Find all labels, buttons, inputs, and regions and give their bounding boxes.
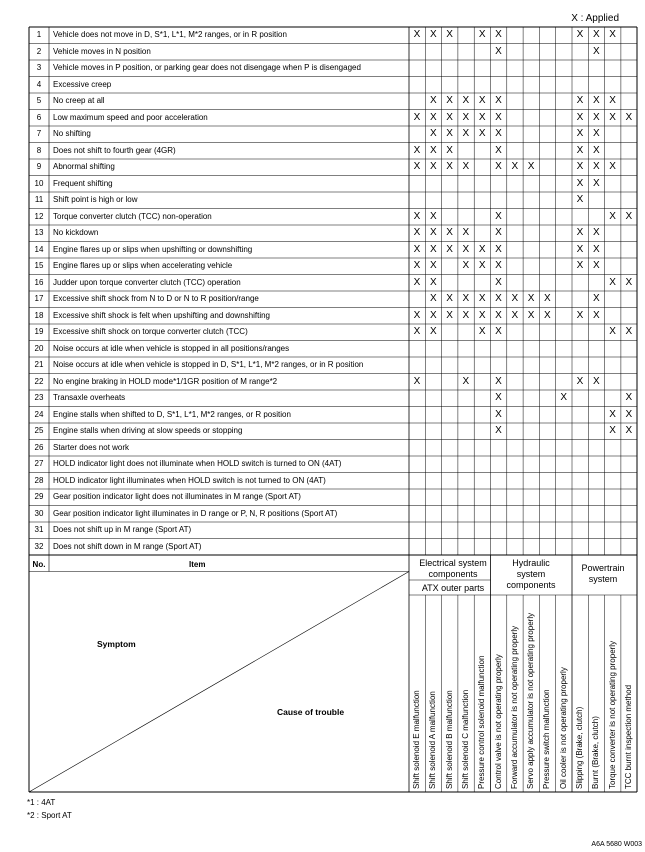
row-item-text: Engine stalls when driving at slow speeds or stopping xyxy=(53,426,243,435)
applied-mark: X xyxy=(576,194,584,205)
applied-mark: X xyxy=(429,293,437,304)
applied-mark: X xyxy=(511,161,519,172)
row-number: 9 xyxy=(36,162,42,171)
row-item-text: Engine flares up or slips when accelerating vehicle xyxy=(53,261,233,270)
applied-mark: X xyxy=(625,111,633,123)
cause-column-label: Control valve is not operating properly xyxy=(493,654,503,789)
applied-mark: X xyxy=(462,161,470,172)
applied-mark: X xyxy=(576,260,584,271)
applied-mark: X xyxy=(592,375,600,387)
applied-mark: X xyxy=(576,227,584,238)
applied-mark: X xyxy=(429,243,437,255)
row-item-text: No engine braking in HOLD mode*1/1GR position of M range*2 xyxy=(53,376,278,386)
row-number: 6 xyxy=(36,112,42,122)
cause-column-label: Torque converter is not operating properly xyxy=(607,640,617,789)
row-number: 27 xyxy=(34,459,44,468)
applied-mark: X xyxy=(413,144,421,156)
cause-column-label: Pressure switch malfunction xyxy=(542,689,552,789)
applied-mark: X xyxy=(576,177,584,189)
applied-mark: X xyxy=(429,95,437,106)
cause-column-label: Shift solenoid B malfunction xyxy=(444,690,454,789)
applied-mark: X xyxy=(446,29,453,40)
applied-mark: X xyxy=(592,29,600,40)
row-number: 17 xyxy=(34,294,44,303)
row-item-text: Frequent shifting xyxy=(53,178,113,188)
applied-mark: X xyxy=(429,326,437,337)
applied-mark: X xyxy=(495,227,502,238)
applied-mark: X xyxy=(446,111,453,123)
applied-mark: X xyxy=(413,29,421,40)
legend: X : Applied xyxy=(571,13,619,24)
header-item-label: Item xyxy=(189,560,206,569)
applied-mark: X xyxy=(592,309,600,321)
applied-mark: X xyxy=(592,95,600,106)
row-number: 21 xyxy=(34,360,44,369)
row-number: 22 xyxy=(34,376,44,386)
row-number: 31 xyxy=(34,525,44,534)
row-number: 20 xyxy=(34,343,44,353)
applied-mark: X xyxy=(527,161,535,172)
applied-mark: X xyxy=(413,111,421,123)
row-number: 11 xyxy=(34,195,44,204)
applied-mark: X xyxy=(576,375,584,387)
group-electrical-system: Electrical system components xyxy=(419,558,487,579)
row-item-text: Starter does not work xyxy=(53,442,130,452)
row-item-text: Noise occurs at idle when vehicle is stopped in D, S*1, L*1, M*2 ranges, or in R position xyxy=(53,360,364,369)
applied-mark: X xyxy=(527,309,535,321)
row-number: 28 xyxy=(34,475,44,485)
row-number: 26 xyxy=(34,442,44,452)
group-hydraulic-system: Hydraulic system components xyxy=(506,558,556,590)
applied-mark: X xyxy=(576,95,584,106)
applied-mark: X xyxy=(609,111,616,123)
row-number: 12 xyxy=(34,211,44,221)
applied-mark: X xyxy=(576,128,584,139)
row-number: 5 xyxy=(36,96,42,105)
applied-mark: X xyxy=(413,375,421,387)
applied-mark: X xyxy=(462,95,470,106)
cause-column-label: Forward accumulator is not operating properly xyxy=(509,625,519,789)
applied-mark: X xyxy=(462,111,470,123)
cause-column-label: Slipping (Brake, clutch) xyxy=(575,706,584,789)
row-number: 13 xyxy=(34,228,44,237)
applied-mark: X xyxy=(429,128,437,139)
applied-mark: X xyxy=(446,161,453,172)
cause-column-label: Shift solenoid C malfunction xyxy=(460,689,470,789)
applied-mark: X xyxy=(576,29,584,40)
applied-mark: X xyxy=(511,293,519,304)
cause-column-label: Oil cooler is not operating properly xyxy=(558,667,568,789)
applied-mark: X xyxy=(592,293,600,304)
applied-mark: X xyxy=(446,293,453,304)
applied-mark: X xyxy=(413,309,421,321)
applied-mark: X xyxy=(609,425,616,436)
applied-mark: X xyxy=(495,144,502,156)
applied-mark: X xyxy=(609,408,616,420)
applied-mark: X xyxy=(429,29,437,40)
applied-mark: X xyxy=(413,161,421,172)
row-number: 10 xyxy=(34,178,44,188)
applied-mark: X xyxy=(609,29,616,40)
row-number: 25 xyxy=(34,426,44,435)
applied-mark: X xyxy=(495,309,502,321)
applied-mark: X xyxy=(495,128,502,139)
row-item-text: HOLD indicator light illuminates when HOLD switch is not turned to ON (4AT) xyxy=(53,475,326,485)
row-number: 4 xyxy=(36,79,42,89)
applied-mark: X xyxy=(462,128,470,139)
applied-mark: X xyxy=(495,293,502,304)
diagonal-line xyxy=(29,572,409,793)
applied-mark: X xyxy=(429,144,437,156)
row-number: 29 xyxy=(34,492,44,501)
cause-of-trouble-label: Cause of trouble xyxy=(277,707,345,717)
applied-mark: X xyxy=(576,111,584,123)
row-item-text: Judder upon torque converter clutch (TCC) operation xyxy=(53,277,241,287)
applied-mark: X xyxy=(625,425,633,436)
applied-mark: X xyxy=(625,392,633,403)
applied-mark: X xyxy=(495,276,502,288)
applied-mark: X xyxy=(478,243,486,255)
row-item-text: Excessive shift shock on torque converter clutch (TCC) xyxy=(53,327,248,336)
applied-mark: X xyxy=(592,128,600,139)
applied-mark: X xyxy=(478,293,486,304)
row-item-text: Does not shift to fourth gear (4GR) xyxy=(53,145,176,155)
row-item-text: No creep at all xyxy=(53,96,105,105)
applied-mark: X xyxy=(495,326,502,337)
cause-column-label: Shift solenoid A malfunction xyxy=(428,691,438,789)
applied-mark: X xyxy=(592,260,600,271)
applied-mark: X xyxy=(413,243,421,255)
applied-mark: X xyxy=(495,111,502,123)
row-item-text: Noise occurs at idle when vehicle is stopped in all positions/ranges xyxy=(53,343,290,353)
row-item-text: Shift point is high or low xyxy=(53,195,138,204)
row-item-text: Transaxle overheats xyxy=(53,393,126,402)
group-atx-outer-parts: ATX outer parts xyxy=(421,583,485,593)
applied-mark: X xyxy=(576,309,584,321)
applied-mark: X xyxy=(446,227,453,238)
applied-mark: X xyxy=(495,95,502,106)
applied-mark: X xyxy=(592,111,600,123)
applied-mark: X xyxy=(495,392,502,403)
row-item-text: Low maximum speed and poor acceleration xyxy=(53,112,208,122)
applied-mark: X xyxy=(478,326,486,337)
footnote-2: *2 : Sport AT xyxy=(27,811,72,820)
applied-mark: X xyxy=(592,243,600,255)
applied-mark: X xyxy=(544,293,551,304)
applied-mark: X xyxy=(609,276,616,288)
cause-column-label: Servo apply accumulator is not operating properly xyxy=(526,612,536,789)
applied-mark: X xyxy=(560,392,568,403)
row-item-text: Does not shift down in M range (Sport AT) xyxy=(53,541,202,551)
row-item-text: Excessive creep xyxy=(53,79,112,89)
applied-mark: X xyxy=(495,45,502,57)
row-number: 16 xyxy=(34,277,44,287)
applied-mark: X xyxy=(462,260,470,271)
applied-mark: X xyxy=(429,227,437,238)
applied-mark: X xyxy=(446,243,453,255)
applied-mark: X xyxy=(478,309,486,321)
row-number: 24 xyxy=(34,409,44,419)
applied-mark: X xyxy=(478,260,486,271)
symptom-label: Symptom xyxy=(97,639,136,649)
row-item-text: Excessive shift shock is felt when upshifting and downshifting xyxy=(53,310,271,320)
row-item-text: Abnormal shifting xyxy=(53,162,115,171)
row-number: 8 xyxy=(36,145,42,155)
row-item-text: Vehicle moves in P position, or parking gear does not disengage when P is disengaged xyxy=(53,63,361,72)
row-number: 30 xyxy=(34,508,44,518)
cause-column-label: Burnt (Brake, clutch) xyxy=(591,716,601,789)
cause-column-label: Pressure control solenoid malfunction xyxy=(477,655,487,789)
row-item-text: No shifting xyxy=(53,129,91,138)
applied-mark: X xyxy=(625,408,633,420)
applied-mark: X xyxy=(478,128,486,139)
applied-mark: X xyxy=(592,144,600,156)
cause-column-label: Shift solenoid E malfunction xyxy=(412,690,421,789)
applied-mark: X xyxy=(495,375,502,387)
applied-mark: X xyxy=(446,95,453,106)
row-number: 18 xyxy=(34,310,44,320)
applied-mark: X xyxy=(625,210,633,222)
row-number: 23 xyxy=(34,393,44,402)
applied-mark: X xyxy=(609,210,616,222)
row-item-text: Vehicle does not move in D, S*1, L*1, M*2 ranges, or in R position xyxy=(53,30,287,39)
document-code: A6A 5680 W003 xyxy=(591,841,642,848)
diagnostic-matrix-table xyxy=(29,27,637,792)
applied-mark: X xyxy=(609,161,616,172)
applied-mark: X xyxy=(495,29,502,40)
applied-mark: X xyxy=(446,309,453,321)
row-number: 14 xyxy=(34,244,44,254)
footnote-1: *1 : 4AT xyxy=(27,798,56,807)
applied-mark: X xyxy=(478,111,486,123)
row-item-text: Excessive shift shock from N to D or N to R position/range xyxy=(53,294,259,303)
applied-mark: X xyxy=(413,276,421,288)
applied-mark: X xyxy=(429,260,437,271)
applied-mark: X xyxy=(429,210,437,222)
applied-mark: X xyxy=(592,161,600,172)
applied-mark: X xyxy=(478,29,486,40)
applied-mark: X xyxy=(413,210,421,222)
row-item-text: Vehicle moves in N position xyxy=(53,46,151,56)
row-item-text: Engine stalls when shifted to D, S*1, L*1, M*2 ranges, or R position xyxy=(53,409,291,419)
applied-mark: X xyxy=(462,309,470,321)
row-number: 2 xyxy=(36,46,42,56)
row-number: 32 xyxy=(34,541,44,551)
applied-mark: X xyxy=(413,326,421,337)
applied-mark: X xyxy=(413,227,421,238)
applied-mark: X xyxy=(446,128,453,139)
row-number: 3 xyxy=(36,63,42,72)
applied-mark: X xyxy=(495,210,502,222)
group-powertrain-system: Powertrain system xyxy=(581,563,625,584)
row-item-text: Gear position indicator light illuminates in D range or P, N, R positions (Sport AT) xyxy=(53,508,338,518)
applied-mark: X xyxy=(609,326,616,337)
applied-mark: X xyxy=(576,144,584,156)
applied-mark: X xyxy=(478,95,486,106)
applied-mark: X xyxy=(625,326,633,337)
applied-mark: X xyxy=(413,260,421,271)
row-item-text: Does not shift up in M range (Sport AT) xyxy=(53,525,192,534)
applied-mark: X xyxy=(576,161,584,172)
applied-mark: X xyxy=(429,276,437,288)
header-no-label: No. xyxy=(32,560,46,569)
applied-mark: X xyxy=(462,227,470,238)
applied-mark: X xyxy=(462,243,470,255)
cause-column-label: TCC burnt inspection method xyxy=(623,684,633,789)
applied-mark: X xyxy=(495,243,502,255)
applied-mark: X xyxy=(429,111,437,123)
applied-mark: X xyxy=(576,243,584,255)
applied-mark: X xyxy=(609,95,616,106)
applied-mark: X xyxy=(527,293,535,304)
applied-mark: X xyxy=(544,309,551,321)
row-number: 7 xyxy=(36,129,42,138)
applied-mark: X xyxy=(495,161,502,172)
applied-mark: X xyxy=(462,375,470,387)
applied-mark: X xyxy=(429,161,437,172)
applied-mark: X xyxy=(592,227,600,238)
row-item-text: HOLD indicator light does not illuminate when HOLD switch is turned to ON (4AT) xyxy=(53,459,342,468)
row-number: 15 xyxy=(34,261,44,270)
applied-mark: X xyxy=(511,309,519,321)
applied-mark: X xyxy=(495,425,502,436)
applied-mark: X xyxy=(495,260,502,271)
row-item-text: Gear position indicator light does not illuminates in M range (Sport AT) xyxy=(53,492,301,501)
applied-mark: X xyxy=(625,276,633,288)
applied-mark: X xyxy=(592,45,600,57)
applied-mark: X xyxy=(495,408,502,420)
row-item-text: Engine flares up or slips when upshifting or downshifting xyxy=(53,244,253,254)
applied-mark: X xyxy=(592,177,600,189)
row-number: 19 xyxy=(34,327,44,336)
row-item-text: Torque converter clutch (TCC) non-operation xyxy=(53,211,212,221)
row-number: 1 xyxy=(36,30,42,39)
applied-mark: X xyxy=(429,309,437,321)
applied-mark: X xyxy=(462,293,470,304)
applied-mark: X xyxy=(446,144,453,156)
row-item-text: No kickdown xyxy=(53,228,99,237)
